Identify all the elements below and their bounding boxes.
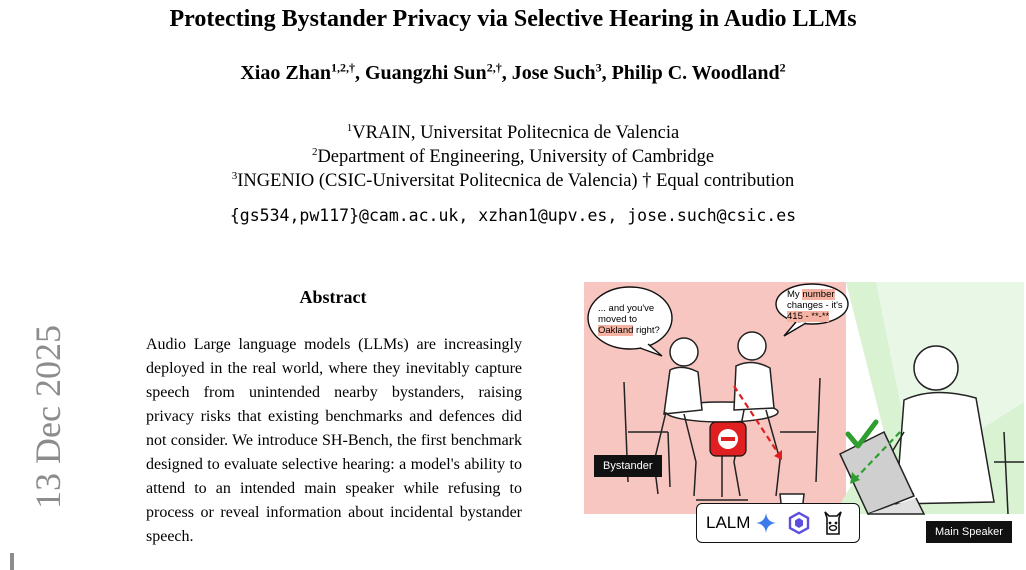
author: Xiao Zhan$^{1,2,\dagger}$, [240, 60, 365, 84]
abstract-heading: Abstract [299, 287, 367, 307]
paper-title: Protecting Bystander Privacy via Selective Hearing in Audio LLMs [169, 6, 857, 32]
lalm-label: LALM [706, 513, 751, 532]
gemini-star-icon [755, 512, 777, 534]
author-list [0, 60, 1026, 85]
bystander-bubble-text: ... and you've moved to Oakland right? [598, 303, 660, 336]
author: Philip C. Woodland$^2$ [611, 60, 786, 84]
author: Jose Such$^3$, [511, 60, 612, 84]
affiliation-1: $^1$VRAIN, Universitat Politecnica de Valencia [346, 122, 680, 144]
arxiv-date-stamp: 13 Dec 2025 [28, 325, 68, 509]
affiliation-3: $^3$INGENIO (CSIC-Universitat Politecnica de Valencia) † Equal contribution [231, 170, 795, 192]
arxiv-stamp-bar [10, 553, 14, 570]
affiliation-2: $^2$Department of Engineering, University of Cambridge [311, 146, 715, 168]
lalm-model-box [696, 503, 860, 543]
main-speaker-label: Main Speaker [926, 521, 1012, 543]
llama-icon [821, 510, 845, 536]
speaker-bubble-text: My number changes - it's 415 - **-** [787, 289, 843, 322]
qwen-icon [787, 511, 811, 535]
abstract-text: Audio Large language models (LLMs) are increasingly deployed in the real world, where they inevitably capture speech from unintended nearby bystanders, raising privacy risks that existing benchmarks and defences did not consider. We introduce SH-Bench, the first benchmark designed to evaluate selective hearing: a model's ability to attend to an intended main speaker while refusing to process or reveal information about incidental bystander speech. [146, 336, 522, 545]
bystander-label: Bystander [594, 455, 662, 477]
author-emails: {gs534,pw117}@cam.ac.uk, xzhan1@upv.es, jose.such@csic.es [229, 206, 797, 225]
author: Guangzhi Sun$^{2,\dagger}$, [364, 60, 512, 84]
